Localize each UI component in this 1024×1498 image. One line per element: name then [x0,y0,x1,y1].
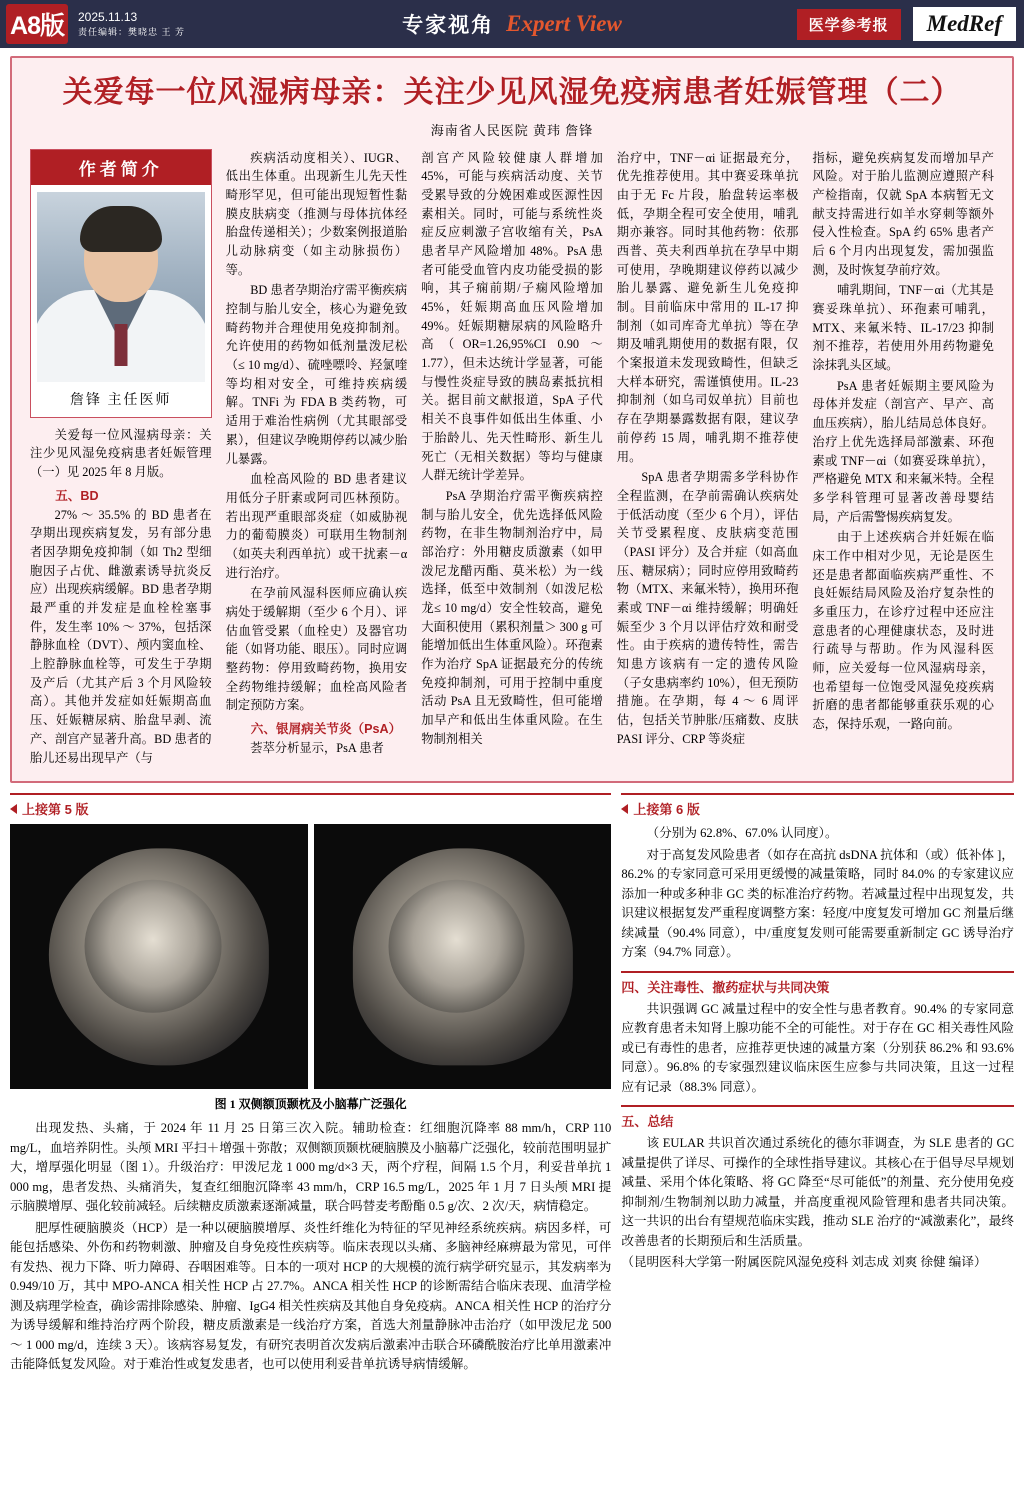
paragraph: （分别为 62.8%、67.0% 认同度）。 [646,826,838,841]
paragraph: 荟萃分析显示，PsA 患者 [250,741,384,756]
article-column-1 [30,149,212,770]
mri-brain-shape [84,880,221,1013]
section-heading-bd: 五、BD [55,488,99,503]
paragraph: 血栓高风险的 BD 患者建议用低分子肝素或阿司匹林预防。若出现严重眼部炎症（如威胁视力的葡萄膜炎）可联用生物制剂（如英夫利西单抗）或干扰素－α 进行治疗。 [225,472,408,580]
mri-brain-shape [388,880,525,1013]
paragraph: 27% ～ 35.5% 的 BD 患者在孕期出现疾病复发，另有部分患者因孕期免疫抑制（如 Th2 型细胞因子占优、雌激素诱导抗炎反应）出现疾病缓解。BD 患者孕期最严重的并发症是血栓栓塞事件，发生率 10% ～ 37%，包括深静脉血栓（DVT）、颅内窦血栓、上腔静脉血栓等，可发生于孕期及产后（尤其产后 3 个月风险较高）。其他并发症如妊娠期高血压、妊娠糖尿病、胎盘早剥、流产、剖宫产显著升高。BD 患者的胎儿还易出现早产（与 [30,507,212,765]
paragraph: BD 患者孕期治疗需平衡疾病控制与胎儿安全，核心为避免致畸药物并合理使用免疫抑制剂。允许使用的药物如低剂量泼尼松（≤ 10 mg/d）、硫唑嘌呤、羟氯喹等均相对安全，可维持疾病缓解。TNFi 为 FDA B 类药物，可适用于难治性病例（尤其眼部受累），但建议孕晚期停药以减少胎儿暴露。 [225,283,408,466]
main-article [10,56,1014,783]
author-card-banner: 作者简介 [31,150,211,185]
author-photo [37,192,205,382]
section-heading-psa: 六、银屑病关节炎（PsA） [250,722,402,737]
masthead [0,0,1024,48]
photo-hair-shape [80,206,162,252]
translation-credit: （昆明医科大学第一附属医院风湿免疫科 刘志成 刘爽 徐健 编译） [621,1255,987,1270]
paragraph: 哺乳期间，TNF－αi（尤其是赛妥珠单抗）、环孢素可哺乳，MTX、来氟米特、IL-17/23 抑制剂不推荐，若使用外用药物避免涂抹乳头区域。 [812,283,994,373]
paragraph: 剖宫产风险较健康人群增加 45%，可能与疾病活动度、关节受累导致的分娩困难或医源性因素相关。同时，可能与系统性炎症反应刺激子宫收缩有关，PsA 患者早产风险增加 48%。PsA 患者可能受血管内皮功能受损的影响，其子痫前期/子痫风险增加 45%，妊娠期高血压风险增加 49%。妊娠期糖尿病的风险略升高（OR=1.26,95%CI 0.90 ～ 1.77），但未达统计学显著，可能与慢性炎症导致的胰岛素抵抗相关。据目前文献报道，SpA 子代相关不良事件如低出生体重、小于胎龄儿、先天性畸形、新生儿死亡（无相关数据）等均与健康人群无统计学差异。 [421,150,603,483]
author-name: 詹锋 主任医师 [70,392,172,408]
triangle-icon [621,804,628,814]
paragraph: PsA 孕期治疗需平衡疾病控制与胎儿安全，优先选择低风险药物，在非生物制剂治疗中，局部治疗：外用糖皮质激素（如甲泼尼龙醋丙酯、莫米松）为一线选择，低至中效制剂（如泼尼松龙≤ 10 mg/d）安全性较高，避免大面积使用（累积剂量＞ 300 g 可能增加低出生体重风险）。环孢素作为治疗 SpA 证据最充分的传统免疫抑制剂，可用于控制中重度活动 PsA 且无致畸性，但可能增加早产和低出生体重风险。在生物制剂相关 [421,488,603,746]
section-heading-summary: 五、总结 [621,1105,1014,1130]
page-number-badge: A8版 [6,4,68,44]
mri-coronal-image [314,824,612,1089]
paragraph: PsA 患者妊娠期主要风险为母体并发症（剖宫产、早产、高血压疾病），胎儿结局总体良好。治疗上优先选择局部激素、环孢素或 TNF－αi（如赛妥珠单抗），严格避免 MTX 和来氟米特。全程多学科管理可显著改善母婴结局，产后需警惕疾病复发。 [812,378,994,524]
continued-article-left [10,793,611,1377]
paragraph: 疾病活动度相关）、IUGR、低出生体重。出现新生儿先天性畸形罕见，但可能出现短暂性黏膜皮肤病变（推测与母体抗体经胎盘传递相关）；少数案例报道胎儿动脉病变（如主动脉损伤）等。 [225,150,408,277]
continuation-flag-page6 [621,793,1014,818]
paragraph: SpA 患者孕期需多学科协作全程监测，在孕前需确认疾病处于低活动度（至少 6 个月），评估关节受累程度、皮肤病变范围（PASI 评分）及合并症（如高血压、糖尿病）；同时应停用致畸药物（MTX、来氟米特），换用环孢素或 TNF－αi 维持缓解；明确妊娠至少 3 个月以评估疗效和耐受性。由于疾病的遗传特性，需告知患方该病有一定的遗传风险（子女患病率约 10%），但无预防措施。在孕期，每 4 ～ 6 周评估，包括关节肿胀/压痛数、皮肤 PASI 评分、CRP 等炎症 [616,470,799,746]
masthead-title-en: Expert View [506,11,622,36]
article-column-4 [617,149,799,770]
masthead-date-block [78,8,185,40]
continuation-label: 上接第 6 版 [633,802,700,818]
publication-date: 2025.11.13 [78,10,138,25]
paragraph: 指标，避免疾病复发而增加早产风险。对于胎儿监测应遵照产科产检指南，仅就 SpA 本病暂无文献支持需进行如羊水穿刺等额外侵入性检查。SpA 约 65% 患者产后 6 个月内出现复发，需加强监测，及时恢复孕前疗效。 [812,150,994,277]
page-body [0,48,1024,1377]
lower-section [10,793,1014,1377]
masthead-right [797,0,1024,48]
paragraph: 对于高复发风险患者（如存在高抗 dsDNA 抗体和（或）低补体 ]，86.2% 的专家同意可采用更缓慢的减量策略，同时 84.0% 的专家建议应添加一种或多种非 GC 类的标准治疗药物。若减量过程中出现复发，共识建议根据复发严重程度调整方案：轻度/中度复发可增加 GC 剂量后继续减量（90.4% 同意），中/重度复发则可能需要重新制定 GC 诱导治疗方案（94.7% 同意）。 [621,847,1014,960]
paragraph: 治疗中，TNF－αi 证据最充分，优先推荐使用。其中赛妥珠单抗由于无 Fc 片段，胎盘转运率极低，孕期全程可安全使用，哺乳期亦兼容。同时其他药物：依那西普、英夫利西单抗在孕早中期可使用，孕晚期建议停药以减少胎儿暴露、避免新生儿免疫抑制。目前临床中常用的 IL-17 抑制剂（如司库奇尤单抗）等在孕期及哺乳期使用的数据有限，仅个案报道未发现致畸性，但缺乏大样本研究，需谨慎使用。IL-23 抑制剂（如乌司奴单抗）目前也存在孕期暴露数据有限，建议孕前停药 15 周，哺乳期不推荐使用。 [616,150,799,464]
paragraph: 在孕前风湿科医师应确认疾病处于缓解期（至少 6 个月）、评估血管受累（血栓史）及器官功能（如肾功能、眼压）。同时应调整药物：停用致畸药物，换用安全药物维持缓解；血栓高风险者制定预防方案。 [225,586,408,713]
paragraph: 出现发热、头痛，于 2024 年 11 月 25 日第三次入院。辅助检查：红细胞沉降率 88 mm/h，CRP 110 mg/L，血培养阴性。头颅 MRI 平扫＋增强＋弥散；双侧额顶颞枕硬脑膜及小脑幕广泛强化，较前范围明显扩大，增厚强化明显（图 1）。升级治疗：甲泼尼龙 1 000 mg/d×3 天，两个疗程，间隔 1.5 个月，利妥昔单抗 1 000 mg，患者发热、头痛消失，复查红细胞沉降率 43 mm/h，CRP 16.5 mg/L，2025 年 1 月 7 日头颅 MRI 提示脑膜增厚、强化较前减轻。后续糖皮质激素逐渐减量，联合吗替麦考酚酯 0.5 g/次、2 次/天，病情稳定。 [10,1121,612,1214]
continued-article-right [621,793,1014,1377]
paragraph: 肥厚性硬脑膜炎（HCP）是一种以硬脑膜增厚、炎性纤维化为特征的罕见神经系统疾病。病因多样，可能包括感染、外伤和药物刺激、肿瘤及自身免疫性疾病等。临床表现以头痛、多脑神经麻痹最为常见，可伴有发热、视力下降、听力障碍、吞咽困难等。日本的一项对 HCP 的大规模的流行病学研究显示，其发病率为 0.949/10 万，其中 MPO-ANCA 相关性 HCP 占 27.7%。ANCA 相关性 HCP 的诊断需结合临床表现、血清学检测及病理学检查，确诊需排除感染、肿瘤、IgG4 相关性疾病及其他自身免疫病。ANCA 相关性 HCP 的治疗分为诱导缓解和维持治疗两个阶段，糖皮质激素是一线治疗方案，首选大剂量静脉冲击治疗（如甲泼尼龙 500 ～ 1 000 mg/d，连续 3 天）。该病容易复发，有研究表明首次发病后激素冲击联合环磷酰胺治疗比单用激素冲击能降低复发风险。对于难治性或复发患者，也可以使用利妥昔单抗诱导病情缓解。 [10,1220,612,1372]
article-column-3 [421,149,603,770]
brand-logo: MedRef [913,7,1016,41]
publication-tag: 医学参考报 [797,9,901,40]
continuation-label: 上接第 5 版 [22,802,89,818]
figure-caption: 图 1 双侧额顶颞枕及小脑幕广泛强化 [214,1097,407,1112]
figure-images [10,824,611,1089]
section-heading-toxicity: 四、关注毒性、撤药症状与共同决策 [621,971,1014,996]
byline: 海南省人民医院 黄玮 詹锋 [430,122,594,138]
article-column-2 [226,149,408,770]
article-column-5 [812,149,994,770]
triangle-icon [10,804,17,814]
page-title: 关爱每一位风湿病母亲：关注少见风湿免疫病患者妊娠管理（二） [62,76,962,109]
author-note: 关爱每一位风湿病母亲：关注少见风湿免疫病患者妊娠管理（一）见 2025 年 8 月版。 [30,427,212,479]
masthead-title-cn: 专家视角 [402,14,495,37]
photo-tie-shape [114,324,127,366]
editors-line: 责任编辑：樊晓忠 王 芳 [78,27,186,38]
author-card [30,149,212,418]
mri-sagittal-image [10,824,308,1089]
article-columns [30,149,994,770]
continuation-flag-page5 [10,793,611,818]
paragraph: 共识强调 GC 减量过程中的安全性与患者教育。90.4% 的专家同意应教育患者未知肾上腺功能不全的可能性。对于存在 GC 相关毒性风险或已有毒性的患者，应推荐更快速的减量方案（分别获 86.2% 和 93.6% 同意）。96.8% 的专家强烈建议临床医生应参与共同决策，且这一过程应有记录（88.3% 同意）。 [621,1001,1014,1094]
paragraph: 该 EULAR 共识首次通过系统化的德尔菲调查，为 SLE 患者的 GC 减量提供了详尽、可操作的全球性指导建议。其核心在于倡导尽早规划减量、采用个体化策略、将 GC 降至“尽可能低”的剂量、充分使用免疫抑制剂/生物制剂以助力减量，并高度重视风险管理和患者共同决策。这一共识的出台有望规范临床实践，推动 SLE 治疗的“减激素化”，最终改善患者的长期预后和生活质量。 [621,1136,1014,1248]
paragraph: 由于上述疾病合并妊娠在临床工作中相对少见，无论是医生还是患者都面临疾病严重性、不良妊娠结局风险及治疗复杂性的多重压力，在诊疗过程中还应注意患者的心理健康状态，及时进行疏导与帮助。作为风湿科医师，应关爱每一位风湿病母亲，也希望每一位饱受风湿免疫疾病折磨的患者都能够重获乐观的心态，保持乐观，一路向前。 [812,530,994,732]
